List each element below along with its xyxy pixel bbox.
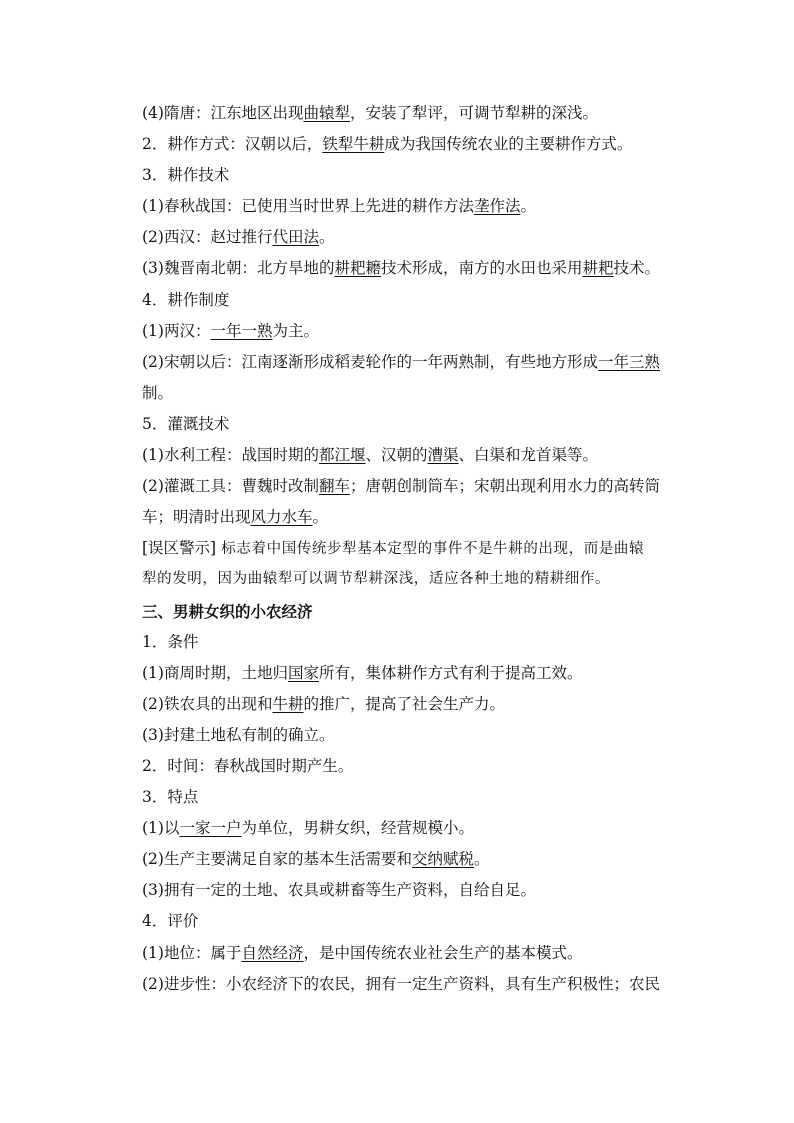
text-line	[142, 253, 682, 284]
text-line	[142, 844, 682, 875]
text-run: 、汉朝的	[365, 446, 428, 465]
text-run: 4．耕作制度	[142, 290, 230, 309]
text-run: 制。	[142, 383, 174, 402]
text-run: (1)以	[142, 819, 180, 838]
text-run: 所有，集体耕作方式有利于提高工效。	[318, 663, 583, 682]
text-run: 、白渠和龙首渠等。	[458, 446, 599, 465]
text-run: (2)宋朝以后：江南逐渐形成稻麦轮作的一年两熟制，有些地方形成	[142, 352, 598, 371]
text-run: ；唐朝创制筒车；宋朝出现利用水力的高转筒	[349, 477, 660, 496]
text-line	[142, 285, 682, 316]
underlined-term: 都江堰	[318, 446, 366, 465]
text-run: 为主。	[272, 321, 319, 340]
text-run: 。	[312, 508, 329, 527]
text-run: (2)铁农具的出现和	[142, 694, 273, 713]
text-line	[142, 627, 682, 658]
text-line	[142, 502, 682, 533]
text-line	[142, 969, 682, 1000]
section-heading	[142, 596, 682, 627]
text-run: (2)灌溉工具：曹魏时改制	[142, 477, 319, 496]
underlined-term: 交纳赋税	[411, 850, 474, 869]
underlined-term: 垄作法	[473, 197, 521, 216]
text-run: 技术形成，南方的水田也采用	[380, 259, 583, 278]
underlined-term: 自然经济	[241, 943, 304, 962]
underlined-term: 曲辕犁	[303, 104, 350, 122]
warning-note-line	[142, 533, 682, 564]
text-run: 4．评价	[142, 912, 199, 931]
text-run: 技术。	[613, 259, 661, 278]
text-run: (1)两汉：	[142, 321, 211, 340]
text-run: 5．灌溉技术	[142, 414, 230, 433]
text-run: 车；明清时出现	[142, 508, 251, 527]
text-line	[142, 316, 682, 347]
text-line	[142, 222, 682, 253]
underlined-term: 耕耙	[582, 259, 614, 278]
text-run: 。	[473, 850, 490, 869]
underlined-term: 一年三熟	[597, 352, 660, 371]
text-run: 1．条件	[142, 632, 199, 651]
text-line	[142, 191, 682, 222]
text-line	[142, 160, 682, 191]
text-line	[142, 129, 682, 160]
text-line	[142, 658, 682, 689]
text-run: (2)生产主要满足自家的基本生活需要和	[142, 850, 412, 869]
text-run: 2．耕作方式：汉朝以后，	[142, 135, 323, 154]
text-run: 3．耕作技术	[142, 166, 230, 185]
underlined-term: 一年一熟	[210, 321, 273, 340]
text-line	[142, 938, 682, 969]
text-line	[142, 813, 682, 844]
text-line	[142, 689, 682, 720]
note-tag: [误区警示]	[142, 539, 217, 558]
underlined-term: 翻车	[318, 477, 350, 496]
text-line	[142, 875, 682, 906]
underlined-term: 代田法	[272, 228, 319, 247]
text-run: 犁的发明，因为曲辕犁可以调节犁耕深浅，适应各种土地的精耕细作。	[142, 571, 611, 588]
document-page	[142, 98, 682, 1000]
text-run: (1)地位：属于	[142, 943, 242, 962]
text-line	[142, 471, 682, 502]
text-run: (1)水利工程：战国时期的	[142, 446, 319, 465]
text-run: (4)隋唐：江东地区出现	[142, 104, 304, 122]
text-line	[142, 347, 682, 378]
text-run: 成为我国传统农业的主要耕作方式。	[384, 135, 633, 154]
text-run: 。	[520, 197, 536, 216]
text-run: (3)魏晋南北朝：北方旱地的	[142, 259, 335, 278]
text-run: (1)商周时期，土地归	[142, 663, 288, 682]
text-line	[142, 440, 682, 471]
text-run: 2．时间：春秋战国时期产生。	[142, 756, 354, 775]
text-run: ，安装了犁评，可调节犁耕的深浅。	[349, 104, 598, 122]
text-run: 标志着中国传统步犁基本定型的事件不是牛耕的出现，而是曲辕	[216, 541, 645, 558]
text-run: 3．特点	[142, 788, 199, 807]
text-line	[142, 782, 682, 813]
text-run: (3)封建土地私有制的确立。	[142, 725, 335, 744]
underlined-term: 铁犁牛耕	[322, 135, 385, 154]
text-line	[142, 378, 682, 409]
underlined-term: 一家一户	[179, 819, 242, 838]
underlined-term: 国家	[287, 663, 319, 682]
underlined-term: 耕耙耱	[334, 259, 381, 278]
underlined-term: 漕渠	[427, 446, 459, 465]
text-run: ，是中国传统农业社会生产的基本模式。	[303, 943, 583, 962]
text-run: (1)春秋战国：已使用当时世界上先进的耕作方法	[142, 197, 474, 216]
warning-note-line	[142, 564, 682, 595]
text-line	[142, 720, 682, 751]
text-line	[142, 906, 682, 937]
text-run: 的推广，提高了社会生产力。	[303, 694, 505, 713]
text-line	[142, 98, 682, 129]
underlined-term: 风力水车	[250, 508, 313, 527]
text-run: (3)拥有一定的土地、农具或耕畜等生产资料，自给自足。	[142, 881, 536, 900]
text-line	[142, 751, 682, 782]
text-run: (2)西汉：赵过推行	[142, 228, 273, 247]
underlined-term: 牛耕	[272, 694, 304, 713]
text-run: (2)进步性：小农经济下的农民，拥有一定生产资料，具有生产积极性；农民	[142, 974, 660, 993]
text-run: 。	[318, 228, 335, 247]
text-line	[142, 409, 682, 440]
text-run: 三、男耕女织的小农经济	[142, 601, 313, 621]
text-run: 为单位，男耕女织，经营规模小。	[241, 819, 474, 838]
